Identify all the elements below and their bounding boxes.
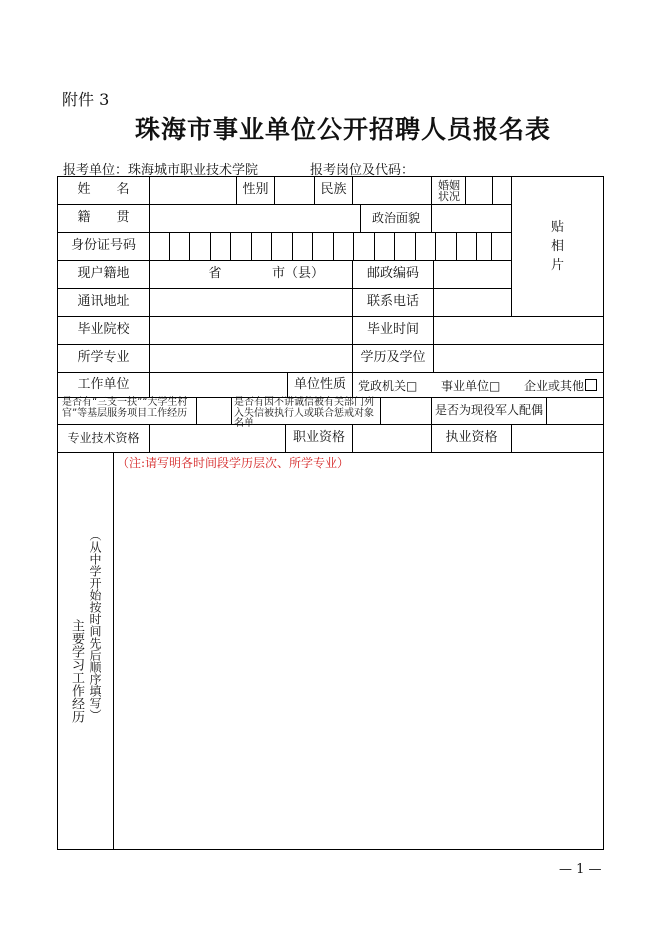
id-number-label: 身份证号码 (70, 238, 136, 254)
unit-nature-options (358, 377, 597, 394)
city-county-label: 市（县） (271, 266, 324, 282)
major-label: 所学专业 (77, 350, 130, 366)
unit-nature-label: 单位性质 (293, 376, 346, 392)
option-institution: 事业单位□ (441, 379, 501, 393)
province-label: 省 (208, 266, 222, 282)
attachment-label: 附件 3 (62, 90, 110, 109)
photo-char-3: 片 (550, 258, 564, 273)
vocational-qualification-label: 职业资格 (292, 430, 345, 446)
option-party-gov: 党政机关□ (358, 379, 418, 393)
history-subtitle: （从中学开始按时间先后顺序填写） (88, 529, 102, 721)
name-label: 姓 名 (77, 182, 130, 198)
graduation-time-label: 毕业时间 (366, 322, 419, 338)
practice-qualification-label: 执业资格 (445, 430, 498, 446)
history-note: （注:请写明各时间段学历层次、所学专业） (117, 456, 350, 470)
photo-char-1: 贴 (550, 220, 564, 235)
political-status-label: 政治面貌 (371, 210, 420, 225)
history-title: 主要学习工作经历 (69, 619, 84, 723)
applied-unit: 报考单位：珠海城市职业技术学院 (63, 163, 259, 178)
history-label-group (58, 453, 113, 849)
military-spouse-label: 是否为现役军人配偶 (434, 403, 543, 418)
school-label: 毕业院校 (77, 322, 130, 338)
degree-label: 学历及学位 (360, 350, 426, 366)
page-number: — 1 — (559, 862, 602, 877)
tech-qualification-label: 专业技术资格 (67, 430, 140, 445)
ethnicity-label: 民族 (320, 182, 347, 198)
history-textarea[interactable] (114, 470, 602, 848)
postal-code-label: 邮政编码 (366, 266, 419, 282)
option-enterprise: 企业或其他 (524, 379, 585, 393)
dishonesty-record-label: 是否有因不讲诚信被有关部门列入失信被执行人或联合惩戒对象名单 (234, 397, 374, 429)
marital-status-label: 婚姻状况 (438, 178, 460, 203)
photo-placeholder (512, 177, 603, 316)
address-label: 通讯地址 (77, 294, 130, 310)
checkbox-icon[interactable] (585, 379, 597, 391)
phone-label: 联系电话 (366, 294, 419, 310)
applied-position: 报考岗位及代码： (310, 163, 415, 178)
workplace-label: 工作单位 (77, 376, 130, 392)
hukou-label: 现户籍地 (77, 266, 130, 282)
page-title: 珠海市事业单位公开招聘人员报名表 (135, 115, 552, 144)
gender-label: 性别 (242, 182, 269, 198)
origin-label: 籍 贯 (77, 210, 130, 226)
photo-char-2: 相 (550, 239, 564, 254)
grassroots-service-label: 是否有“三支一扶”“大学生村官”等基层服务项目工作经历 (62, 397, 188, 419)
